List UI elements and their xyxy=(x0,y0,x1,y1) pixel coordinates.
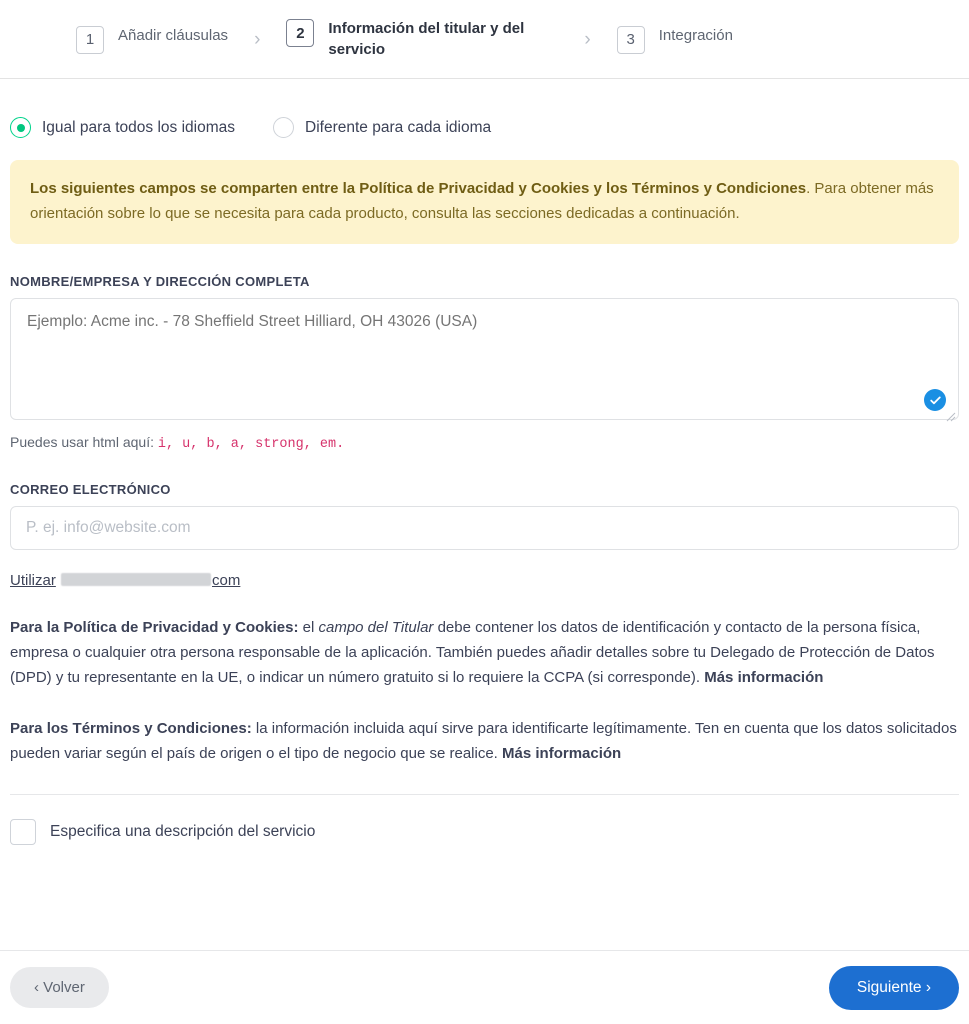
wizard-stepper xyxy=(0,0,969,79)
radio-same-all-languages[interactable] xyxy=(10,117,235,138)
notice-rest-text: . Para obtener más orientación sobre lo que se necesita para cada producto, consulta las secciones dedicadas a continuación. xyxy=(30,180,934,222)
owner-field-wrapper xyxy=(10,298,959,425)
shared-fields-notice xyxy=(10,160,959,244)
email-field-label: CORREO ELECTRÓNICO xyxy=(10,482,171,497)
step-2[interactable] xyxy=(286,18,558,60)
language-mode-radio-group xyxy=(0,79,969,138)
step-1-label: Añadir cláusulas xyxy=(118,26,229,44)
owner-address-textarea[interactable] xyxy=(10,298,959,420)
radio-selected-icon xyxy=(10,117,31,138)
html-hint-tags: i, u, b, a, strong, em. xyxy=(157,437,345,452)
notice-bold-text: Los siguientes campos se comparten entre la Política de Privacidad y Cookies y los Términos y Condiciones xyxy=(30,180,807,197)
privacy-more-info-link[interactable]: Más información xyxy=(704,669,824,686)
email-input[interactable] xyxy=(10,506,959,550)
step-2-label: Información del titular y del servicio xyxy=(328,20,525,58)
privacy-guidance-paragraph xyxy=(10,615,959,690)
radio-different-each-language-label: Diferente para cada idioma xyxy=(305,118,492,136)
radio-same-all-languages-label: Igual para todos los idiomas xyxy=(42,118,236,136)
terms-guidance-text: la información incluida aquí sirve para identificarte legítimamente. Ten en cuenta que los datos solicitados pueden variar según el país de origen o el tipo de negocio que se realice. xyxy=(10,720,957,762)
step-separator-1: › xyxy=(254,28,261,50)
service-description-checkbox[interactable] xyxy=(10,819,36,845)
step-2-number: 2 xyxy=(286,19,314,47)
terms-guidance-lead: Para los Términos y Condiciones: xyxy=(10,720,252,737)
privacy-guidance-text-1: el xyxy=(298,619,319,636)
step-1-number: 1 xyxy=(76,26,104,54)
html-allowed-hint xyxy=(10,434,959,452)
step-3-number: 3 xyxy=(617,26,645,54)
radio-unselected-icon xyxy=(273,117,294,138)
owner-field-label: NOMBRE/EMPRESA Y DIRECCIÓN COMPLETA xyxy=(10,274,310,289)
back-button[interactable]: ‹ Volver xyxy=(10,967,109,1008)
check-circle-icon xyxy=(924,389,946,411)
wizard-footer xyxy=(0,950,969,1024)
privacy-guidance-italic: campo del Titular xyxy=(318,619,434,636)
html-hint-prefix: Puedes usar html aquí: xyxy=(10,434,154,450)
terms-guidance-paragraph xyxy=(10,716,959,766)
use-email-prefix: Utilizar xyxy=(10,572,56,589)
service-description-checkbox-row[interactable] xyxy=(10,819,959,845)
step-1[interactable] xyxy=(76,25,228,54)
next-button[interactable]: Siguiente › xyxy=(829,966,959,1010)
radio-different-each-language[interactable] xyxy=(273,117,491,138)
terms-more-info-link[interactable]: Más información xyxy=(502,745,622,762)
use-email-suffix: com xyxy=(212,572,241,589)
step-3[interactable] xyxy=(617,25,733,54)
redacted-email-block xyxy=(61,573,211,586)
step-separator-2: › xyxy=(584,28,591,50)
step-3-label: Integración xyxy=(658,26,733,44)
privacy-guidance-lead: Para la Política de Privacidad y Cookies: xyxy=(10,619,299,636)
section-divider xyxy=(10,794,959,795)
service-description-label: Especifica una descripción del servicio xyxy=(50,823,316,840)
use-existing-email-link[interactable] xyxy=(10,572,959,589)
privacy-guidance-text-2: debe contener los datos de identificación y contacto de la persona física, empresa o cualquier otra persona responsable de la aplicación. También puedes añadir detalles sobre tu Delegado de Protección de Datos (DPD) y tu representante en la UE, o indicar un número gratuito si lo requiere la CCPA (si corresponde). xyxy=(10,619,935,686)
